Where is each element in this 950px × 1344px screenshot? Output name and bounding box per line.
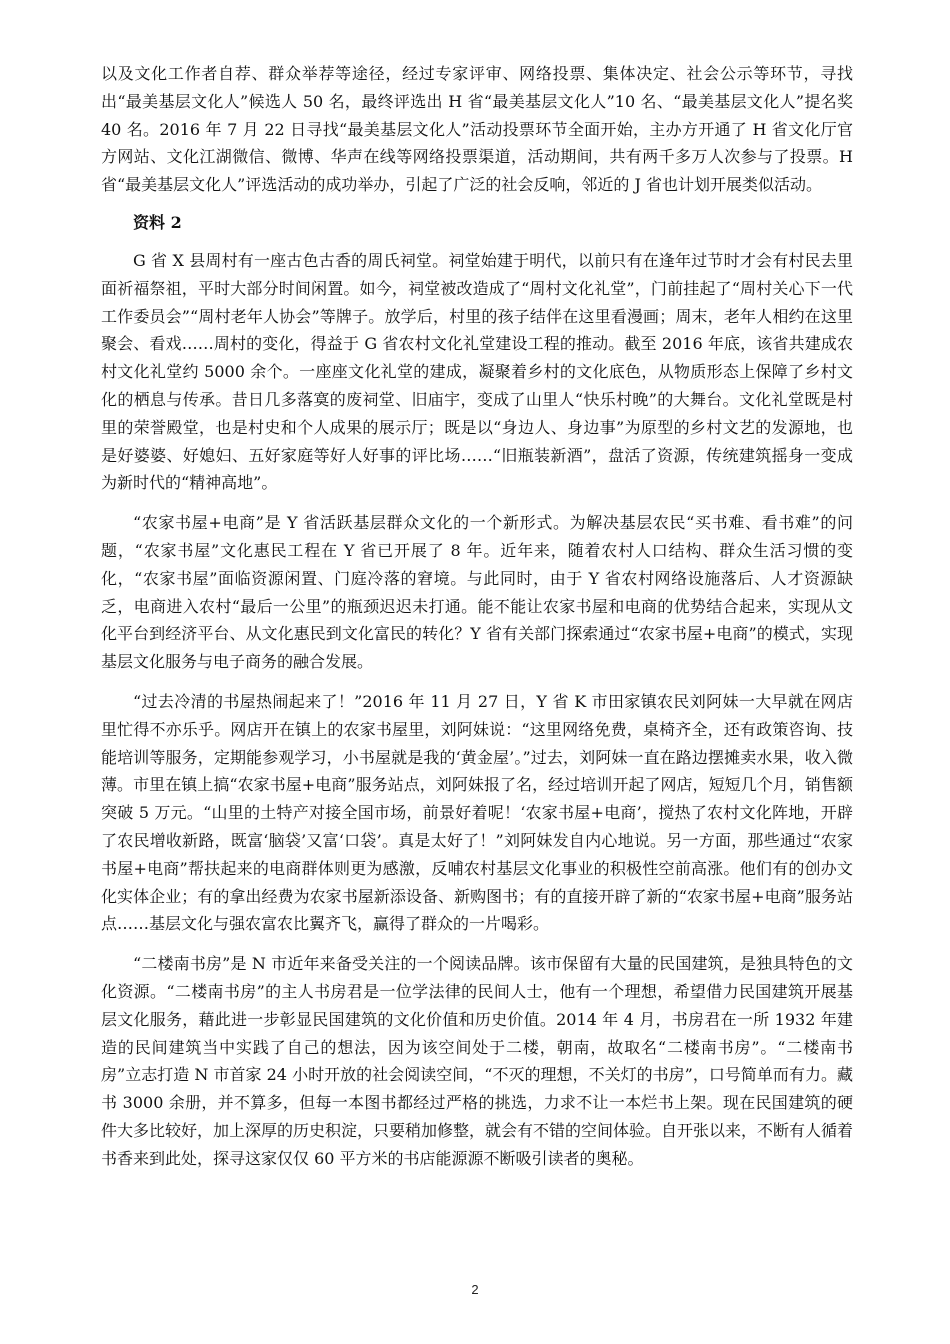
document-page [101,60,853,1184]
page-number: 2 [471,1282,479,1297]
paragraph-liu-amei: “过去冷清的书屋热闹起来了！”2016 年 11 月 27 日，Y 省 K 市田家镇农民刘阿妹一大早就在网店里忙得不亦乐乎。网店开在镇上的农家书屋里，刘阿妹说：“这里网络免费，桌椅齐全，还有政策咨询、技能培训等服务，定期能参观学习，小书屋就是我的‘黄金屋’。”过去，刘阿妹一直在路边摆摊卖水果，收入微薄。市里在镇上搞“农家书屋+电商”服务站点，刘阿妹报了名，经过培训开起了网店，短短几个月，销售额突破 5 万元。“山里的土特产对接全国市场，前景好着呢！‘农家书屋+电商’，搅热了农村文化阵地，开辟了农民增收新路，既富‘脑袋’又富‘口袋’。真是太好了！”刘阿妹发自内心地说。另一方面，那些通过“农家书屋+电商”帮扶起来的电商群体则更为感激，反哺农村基层文化事业的积极性空前高涨。他们有的创办文化实体企业；有的拿出经费为农家书屋新添设备、新购图书；有的直接开辟了新的“农家书屋+电商”服务站点……基层文化与强农富农比翼齐飞，赢得了群众的一片喝彩。 [101,691,853,934]
section-heading: 资料 2 [133,212,182,232]
paragraph-zhou-village: G 省 X 县周村有一座古色古香的周氏祠堂。祠堂始建于明代，以前只有在逢年过节时才会有村民去里面祈福祭祖，平时大部分时间闲置。如今，祠堂被改造成了“周村文化礼堂”，门前挂起了“周村关心下一代工作委员会”“周村老年人协会”等牌子。放学后，村里的孩子结伴在这里看漫画；周末，老年人相约在这里聚会、看戏……周村的变化，得益于 G 省农村文化礼堂建设工程的推动。截至 2016 年底，该省共建成农村文化礼堂约 5000 余个。一座座文化礼堂的建成，凝聚着乡村的文化底色，从物质形态上保障了乡村文化的栖息与传承。昔日几多落寞的废祠堂、旧庙宇，变成了山里人“快乐村晚”的大舞台。文化礼堂既是村里的荣誉殿堂，也是村史和个人成果的展示厅；既是以“身边人、身边事”为原型的乡村文艺的发源地，也是好婆婆、好媳妇、五好家庭等好人好事的评比场……“旧瓶装新酒”，盘活了资源，传统建筑摇身一变成为新时代的“精神高地”。 [101,250,853,493]
paragraph-bookstore-ecommerce: “农家书屋+电商”是 Y 省活跃基层群众文化的一个新形式。为解决基层农民“买书难、看书难”的问题，“农家书屋”文化惠民工程在 Y 省已开展了 8 年。近年来，随着农村人口结构、群众生活习惯的变化，“农家书屋”面临资源闲置、门庭冷落的窘境。与此同时，由于 Y 省农村网络设施落后、人才资源缺乏，电商进入农村“最后一公里”的瓶颈迟迟未打通。能不能让农家书屋和电商的优势结合起来，实现从文化平台到经济平台、从文化惠民到文化富民的转化？Y 省有关部门探索通过“农家书屋+电商”的模式，实现基层文化服务与电子商务的融合发展。 [101,513,853,672]
paragraph-intro-continued: 以及文化工作者自荐、群众举荐等途径，经过专家评审、网络投票、集体决定、社会公示等环节，寻找出“最美基层文化人”候选人 50 名，最终评选出 H 省“最美基层文化人”10 名、“最美基层文化人”提名奖 40 名。2016 年 7 月 22 日寻找“最美基层文化人”活动投票环节全面开始，主办方开通了 H 省文化厅官方网站、文化江湖微信、微博、华声在线等网络投票渠道，活动期间，共有两千多万人次参与了投票。H 省“最美基层文化人”评选活动的成功举办，引起了广泛的社会反响，邻近的 J 省也计划开展类似活动。 [101,64,853,195]
paragraph-south-study: “二楼南书房”是 N 市近年来备受关注的一个阅读品牌。该市保留有大量的民国建筑，是独具特色的文化资源。“二楼南书房”的主人书房君是一位学法律的民间人士，他有一个理想，希望借力民国建筑开展基层文化服务，藉此进一步彰显民国建筑的文化价值和历史价值。2014 年 4 月，书房君在一所 1932 年建造的民间建筑当中实践了自己的想法，因为该空间处于二楼，朝南，故取名“二楼南书房”。“二楼南书房”立志打造 N 市首家 24 小时开放的社会阅读空间，“不灭的理想，不关灯的书房”，口号简单而有力。藏书 3000 余册，并不算多，但每一本图书都经过严格的挑选，力求不让一本烂书上架。现在民国建筑的硬件大多比较好，加上深厚的历史积淀，只要稍加修整，就会有不错的空间体验。自开张以来，不断有人循着书香来到此处，探寻这家仅仅 60 平方米的书店能源源不断吸引读者的奥秘。 [101,954,854,1168]
